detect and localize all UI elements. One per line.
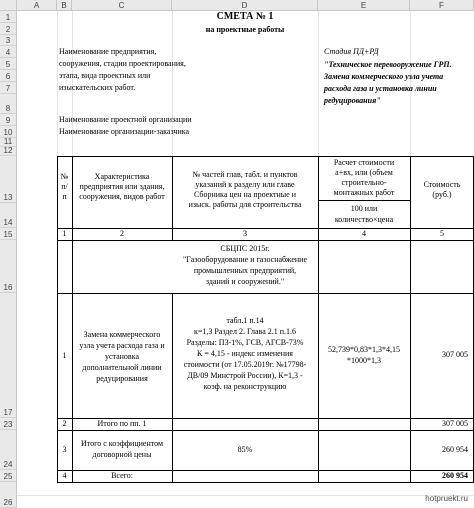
info-label-line: сооружения, стадии проектирования, xyxy=(59,59,186,68)
item-name: узла учета расхода газа и xyxy=(79,341,165,350)
header-character: сооружения, видов работ xyxy=(79,192,165,201)
column-header-c[interactable]: C xyxy=(72,0,172,11)
section-ref: СБЦПС 2015г. xyxy=(220,244,270,253)
row-header[interactable]: 10 xyxy=(0,126,17,138)
header-num: п xyxy=(62,192,67,201)
item-name: установка xyxy=(104,352,140,361)
item-ref: коэф. на реконструкцию xyxy=(203,382,287,391)
row-header[interactable]: 3 xyxy=(0,35,17,46)
row-header[interactable]: 8 xyxy=(0,94,17,114)
header-calc: монтажных работ xyxy=(333,188,395,197)
item-name: дополнительной линии xyxy=(82,363,162,372)
row-header[interactable]: 4 xyxy=(0,46,17,58)
coef-cost: 260 954 xyxy=(442,445,468,454)
table-border xyxy=(410,156,411,482)
row-header[interactable]: 17 xyxy=(0,293,17,418)
row-header[interactable]: 26 xyxy=(0,482,17,508)
header-parts: указаний к разделу или главе xyxy=(195,180,295,189)
coef-number: 3 xyxy=(62,445,67,454)
project-name-line: Замена коммерческого узла учета xyxy=(324,72,444,81)
project-name-line: редуцирования" xyxy=(324,96,381,105)
column-header-e[interactable]: E xyxy=(318,0,410,11)
item-ref: стоимости (от 17.05.2019г. №17798- xyxy=(183,360,307,369)
table-border xyxy=(57,156,58,482)
header-num: п/ xyxy=(61,182,68,191)
row-header[interactable]: 16 xyxy=(0,240,17,293)
column-header-d[interactable]: D xyxy=(172,0,318,11)
section-ref: "Газооборудование и газоснабжение xyxy=(183,255,307,264)
header-calc-sub: количество×цена xyxy=(334,215,394,224)
project-name-line: "Техническое перевооружение ГРП. xyxy=(324,60,452,69)
row-header[interactable]: 13 xyxy=(0,156,17,203)
coef-label: договорной цены xyxy=(92,450,152,459)
document-title: СМЕТА № 1 xyxy=(216,11,274,22)
project-name-line: расхода газа и установка линии xyxy=(324,84,437,93)
header-calc: Расчет стоимости xyxy=(333,158,395,167)
table-border xyxy=(57,293,474,294)
row-header[interactable]: 5 xyxy=(0,58,17,70)
row-header[interactable]: 14 xyxy=(0,203,17,228)
row-header[interactable]: 24 xyxy=(0,430,17,470)
coef-percent: 85% xyxy=(237,445,253,454)
item-name: редуцирования xyxy=(96,374,148,383)
row-header[interactable]: 6 xyxy=(0,70,17,82)
document-subtitle: на проектные работы xyxy=(205,25,285,34)
header-num: № xyxy=(60,172,69,181)
row-header[interactable]: 2 xyxy=(0,23,17,35)
gridline xyxy=(57,11,58,156)
subtotal-number: 2 xyxy=(62,419,67,428)
total-label: Всего: xyxy=(111,471,133,480)
project-stage: Стадия ПД+РД xyxy=(324,47,379,56)
column-header-a[interactable]: A xyxy=(17,0,57,11)
info-label-line: изыскательских работ. xyxy=(59,83,136,92)
header-cost: (руб.) xyxy=(432,190,452,199)
table-border xyxy=(318,200,410,201)
column-number: 3 xyxy=(243,229,247,238)
row-header[interactable]: 12 xyxy=(0,147,17,156)
item-number: 1 xyxy=(62,351,67,360)
item-ref: ДВ/09 Минстрой России), К=1,3 - xyxy=(187,371,303,380)
column-number: 4 xyxy=(362,229,366,238)
subtotal-cost: 307 005 xyxy=(442,419,468,428)
total-number: 4 xyxy=(62,471,67,480)
subtotal-label: Итого по пп. 1 xyxy=(97,419,147,428)
item-ref: к=1,3 Раздел 2. Глава 2.1 п.1.6 xyxy=(193,327,297,336)
coef-label: Итого с коэффициентом xyxy=(80,439,164,448)
table-border xyxy=(72,156,73,482)
header-calc-sub: 100 или xyxy=(350,204,378,213)
section-ref: зданий и сооружений." xyxy=(205,277,285,286)
watermark: hotpruekt.ru xyxy=(425,494,468,503)
header-calc: а+вх, или (объем xyxy=(335,168,393,177)
row-header[interactable]: 25 xyxy=(0,470,17,482)
header-calc: строительно- xyxy=(341,178,387,187)
gridline xyxy=(17,495,474,496)
item-ref: К = 4,15 - индекс изменения xyxy=(197,349,293,358)
table-border xyxy=(57,156,474,157)
item-formula: *1000*1,3 xyxy=(347,356,381,365)
header-cost: Стоимость xyxy=(423,180,461,189)
item-cost: 307 005 xyxy=(442,350,468,359)
table-border xyxy=(57,240,474,241)
item-formula: 52,739*0,83*1,3*4,15 xyxy=(328,345,400,354)
info-label-line: этапа, вида проектных или xyxy=(59,71,151,80)
table-border xyxy=(57,482,474,483)
row-header[interactable]: 15 xyxy=(0,228,17,240)
header-character: предприятия или здания, xyxy=(79,182,165,191)
select-all-corner[interactable] xyxy=(0,0,17,11)
total-cost: 260 954 xyxy=(442,471,468,480)
section-ref: промышленных предприятий, xyxy=(193,266,297,275)
design-org-label: Наименование проектной организации xyxy=(59,115,192,124)
header-parts: № частей глав, табл. и пунктов xyxy=(192,170,298,179)
item-ref: Разделы: ПЗ-1%, ГСВ, АГСВ-73% xyxy=(186,338,304,347)
header-parts: изыск. работы для строительства xyxy=(188,200,302,209)
gridline xyxy=(318,11,319,156)
column-number: 5 xyxy=(440,229,444,238)
column-header-f[interactable]: F xyxy=(410,0,474,11)
row-header[interactable]: 23 xyxy=(0,418,17,430)
row-header[interactable]: 9 xyxy=(0,114,17,126)
header-character: Характеристика xyxy=(94,172,150,181)
column-header-b[interactable]: B xyxy=(57,0,72,11)
row-header[interactable]: 11 xyxy=(0,138,17,147)
customer-org-label: Наименование организации-заказчика xyxy=(59,127,190,136)
row-header[interactable]: 1 xyxy=(0,11,17,23)
header-parts: Сборника цен на проектные и xyxy=(193,190,297,199)
table-border xyxy=(57,430,474,431)
info-label-line: Наименование предприятия, xyxy=(59,47,157,56)
column-number: 1 xyxy=(62,229,67,238)
column-number: 2 xyxy=(120,229,124,238)
item-ref: табл.1 п.14 xyxy=(226,316,264,325)
item-name: Замена коммерческого xyxy=(83,330,161,339)
row-header[interactable]: 7 xyxy=(0,82,17,94)
